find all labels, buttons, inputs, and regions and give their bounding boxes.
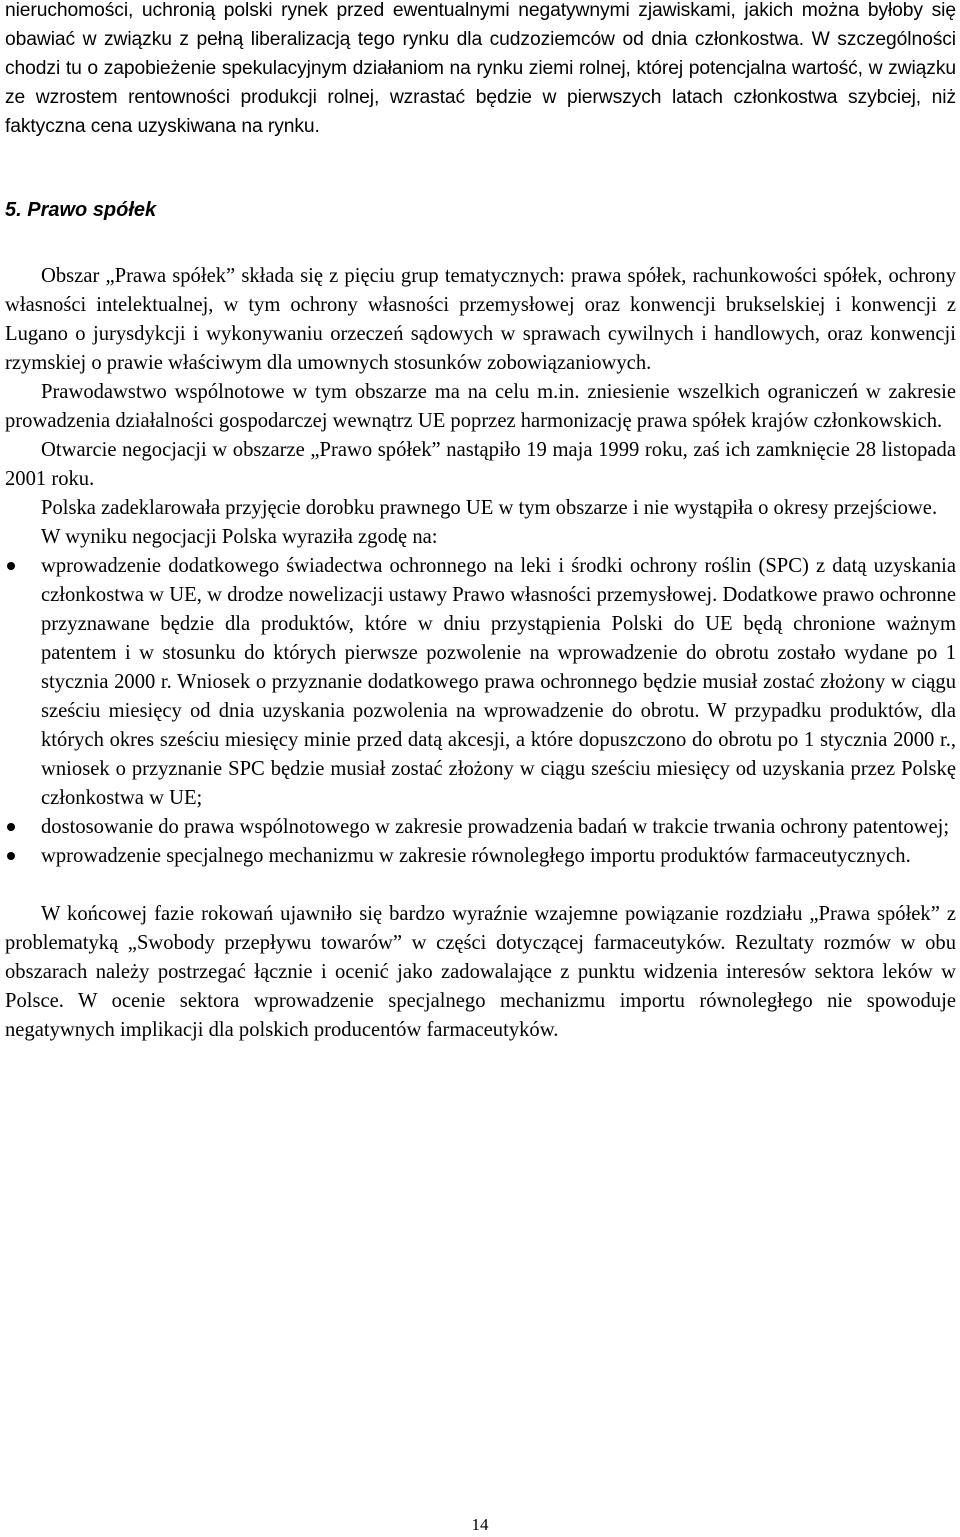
section-heading: 5. Prawo spółek	[5, 199, 157, 221]
list-item-text: dostosowanie do prawa wspólnotowego w zakresie prowadzenia badań w trakcie trwania ochrony patentowej;	[41, 816, 950, 838]
intro-paragraph: nieruchomości, uchronią polski rynek przed ewentualnymi negatywnymi zjawiskami, jakich można byłoby się obawiać w związku z pełną liberalizacją tego rynku dla cudzoziemców od dnia członkostwa. W szczególności chodzi tu o zapobieżenie spekulacyjnym działaniom na rynku ziemi rolnej, której potencjalna wartość, w związku ze wzrostem rentowności produkcji rolnej, wzrastać będzie w pierwszych latach członkostwa szybciej, niż faktyczna cena uzyskiwana na rynku.	[5, 0, 956, 137]
agreement-list	[5, 552, 956, 871]
section-paragraph-declaration: Polska zadeklarowała przyjęcie dorobku prawnego UE w tym obszarze i nie wystąpiła o okresy przejściowe.	[41, 497, 938, 519]
section-body	[5, 262, 956, 1045]
list-item-text: wprowadzenie dodatkowego świadectwa ochronnego na leki i środki ochrony roślin (SPC) z datą uzyskania członkostwa w UE, w drodze nowelizacji ustawy Prawo własności przemysłowej. Dodatkowe prawo ochronne przyznawane będzie dla produktów, które w dniu przystąpienia Polski do UE będą chronione ważnym patentem i w stosunku do których pierwsze pozwolenie na wprowadzenie do obrotu zostało wydane po 1 stycznia 2000 r. Wniosek o przyznanie dodatkowego prawa ochronnego będzie musiał zostać złożony w ciągu sześciu miesięcy od dnia uzyskania pozwolenia na wprowadzenie do obrotu. W przypadku produktów, dla których okres sześciu miesięcy minie przed datą akcesji, a które dopuszczono do obrotu po 1 stycznia 2000 r., wniosek o przyznanie SPC będzie musiał zostać złożony w ciągu sześciu miesięcy od uzyskania przez Polskę członkostwa w UE;	[41, 555, 956, 809]
bullet-icon	[7, 823, 15, 831]
page-number: 14	[471, 1515, 489, 1534]
list-item-text: wprowadzenie specjalnego mechanizmu w zakresie równoległego importu produktów farmaceutycznych.	[41, 845, 911, 867]
list-item	[5, 842, 956, 871]
bullet-icon	[7, 562, 15, 570]
list-item	[5, 813, 956, 842]
section-paragraph-legislation: Prawodawstwo wspólnotowe w tym obszarze ma na celu m.in. zniesienie wszelkich ograniczeń w zakresie prowadzenia działalności gospodarczej wewnątrz UE poprzez harmonizację prawa spółek krajów członkowskich.	[5, 381, 956, 432]
bullet-icon	[7, 852, 15, 860]
section-paragraph-negotiation-dates: Otwarcie negocjacji w obszarze „Prawo spółek” nastąpiło 19 maja 1999 roku, zaś ich zamknięcie 28 listopada 2001 roku.	[5, 439, 956, 490]
document-page	[5, 0, 956, 1045]
section-paragraph-overview: Obszar „Prawa spółek” składa się z pięciu grup tematycznych: prawa spółek, rachunkowości spółek, ochrony własności intelektualnej, w tym ochrony własności przemysłowej oraz konwencji brukselskiej i konwencji z Lugano o jurysdykcji i wykonywaniu orzeczeń sądowych w sprawach cywilnych i handlowych, oraz konwencji rzymskiej o prawie właściwym dla umownych stosunków zobowiązaniowych.	[5, 265, 956, 374]
list-item	[5, 552, 956, 813]
closing-paragraph: W końcowej fazie rokowań ujawniło się bardzo wyraźnie wzajemne powiązanie rozdziału „Prawa spółek” z problematyką „Swobody przepływu towarów” w części dotyczącej farmaceutyków. Rezultaty rozmów w obu obszarach należy postrzegać łącznie i ocenić jako zadowalające z punktu widzenia interesów sektora leków w Polsce. W ocenie sektora wprowadzenie specjalnego mechanizmu importu równoległego nie spowoduje negatywnych implikacji dla polskich producentów farmaceutyków.	[5, 903, 956, 1041]
section-paragraph-agreement-intro: W wyniku negocjacji Polska wyraziła zgodę na:	[41, 526, 438, 548]
